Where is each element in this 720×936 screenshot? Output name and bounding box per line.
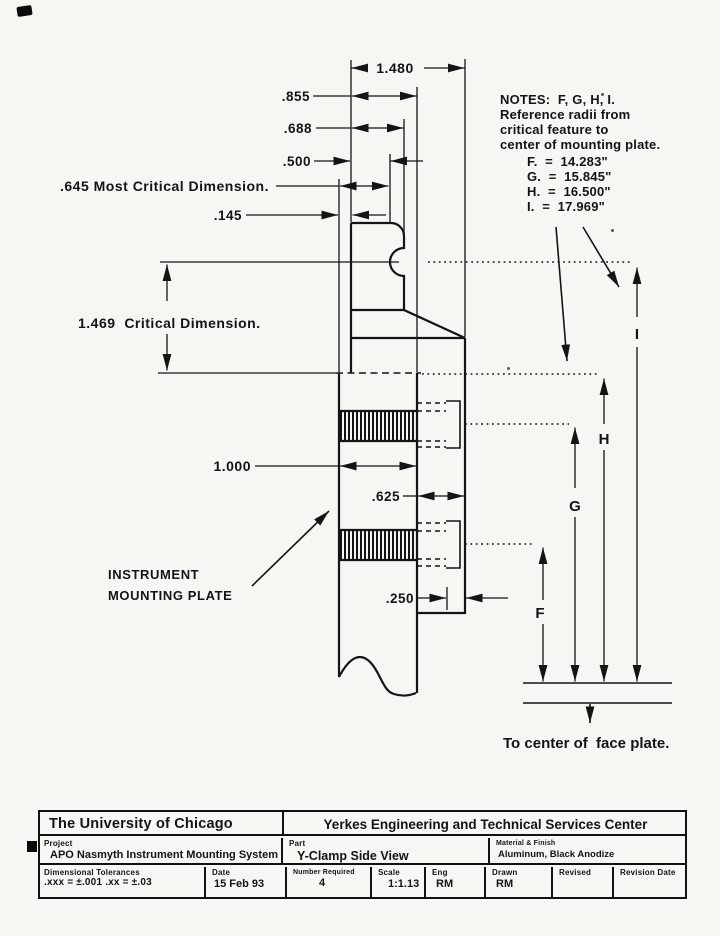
dim-688-text: .688: [283, 121, 312, 136]
date-label: Date: [212, 868, 231, 877]
dim-500-text: .500: [282, 154, 311, 169]
dimension-1480: [352, 60, 465, 76]
dim-855-text: .855: [281, 89, 310, 104]
mounting-plate-label-2: MOUNTING PLATE: [108, 588, 233, 603]
eng-value: RM: [436, 878, 454, 890]
drawn-label: Drawn: [492, 868, 518, 877]
dimension-250: [386, 587, 508, 610]
revised-label: Revised: [559, 868, 592, 877]
dimension-1000: [213, 458, 416, 474]
reference-dotted-lines: [422, 262, 631, 544]
part-value: Y-Clamp Side View: [297, 849, 409, 863]
radius-label-g: G: [569, 498, 581, 515]
radius-label-i: I: [634, 326, 640, 343]
mounting-plate-label-1: INSTRUMENT: [108, 567, 200, 582]
number-required-label: Number Required: [293, 869, 355, 876]
revision-date-label: Revision Date: [620, 868, 676, 877]
notes-radius-h: H. = 16.500": [527, 184, 611, 199]
notes-leader-arrows: [556, 227, 619, 361]
scale-value: 1:1.13: [388, 878, 420, 890]
project-label: Project: [44, 839, 73, 848]
notes-line-3: critical feature to: [500, 122, 609, 137]
revision-date-value: [616, 877, 685, 878]
project-value: APO Nasmyth Instrument Mounting System: [50, 849, 278, 861]
dim-1469-text: 1.469 Critical Dimension.: [78, 315, 261, 331]
dimension-688: [284, 121, 404, 136]
dimension-855: [282, 89, 417, 104]
number-required-value: 4: [319, 877, 326, 889]
department-name: Yerkes Engineering and Technical Services Center: [323, 817, 648, 832]
notes-line-2: Reference radii from: [500, 107, 631, 122]
face-plate-caption: To center of: [503, 735, 592, 752]
dim-1000-text: 1.000: [213, 458, 251, 474]
dim-250-text: .250: [385, 591, 414, 606]
radius-label-f: F: [535, 605, 545, 622]
dimensional-tolerances-label: Dimensional Tolerances: [44, 868, 140, 877]
face-plate-caption-bold: face plate.: [596, 735, 670, 752]
dim-645-text: .645 Most Critical Dimension.: [60, 178, 269, 194]
notes-block: [500, 92, 660, 214]
notes-line-1: NOTES: F, G, H, I.: [500, 92, 616, 107]
eng-label: Eng: [432, 868, 448, 877]
dim-145-text: .145: [213, 208, 242, 223]
mounting-plate-callout: [108, 511, 329, 603]
date-value: 15 Feb 93: [214, 878, 265, 890]
notes-line-4: center of mounting plate.: [500, 137, 661, 152]
dim-1480-text: 1.480: [376, 60, 414, 76]
notes-radius-g: G. = 15.845": [527, 169, 612, 184]
organization-name: The University of Chicago: [49, 816, 233, 832]
radius-dimension-lines: [535, 268, 639, 682]
bolt-section-hatching: [339, 411, 417, 560]
notes-radius-f: F. = 14.283": [527, 154, 608, 169]
dim-625-text: .625: [371, 489, 400, 504]
drawn-value: RM: [496, 878, 514, 890]
part-label: Part: [289, 839, 306, 848]
dimension-500: [283, 154, 423, 169]
title-block: [38, 810, 687, 899]
dimension-1469-critical: [78, 265, 261, 371]
dimensional-tolerances-value: .xxx = ±.001 .xx = ±.03: [44, 877, 152, 888]
scale-label: Scale: [378, 868, 400, 877]
material-finish-value: Aluminum, Black Anodize: [498, 849, 615, 860]
hidden-bolt-lines: [417, 401, 460, 568]
dimension-145: [214, 208, 386, 223]
notes-radius-i: I. = 17.969": [527, 199, 605, 214]
material-finish-label: Material & Finish: [496, 840, 556, 847]
radius-label-h: H: [598, 431, 610, 448]
scan-artifact-left-edge: [27, 841, 37, 852]
face-plate-baseline: [503, 683, 672, 752]
revised-value: [555, 877, 612, 878]
